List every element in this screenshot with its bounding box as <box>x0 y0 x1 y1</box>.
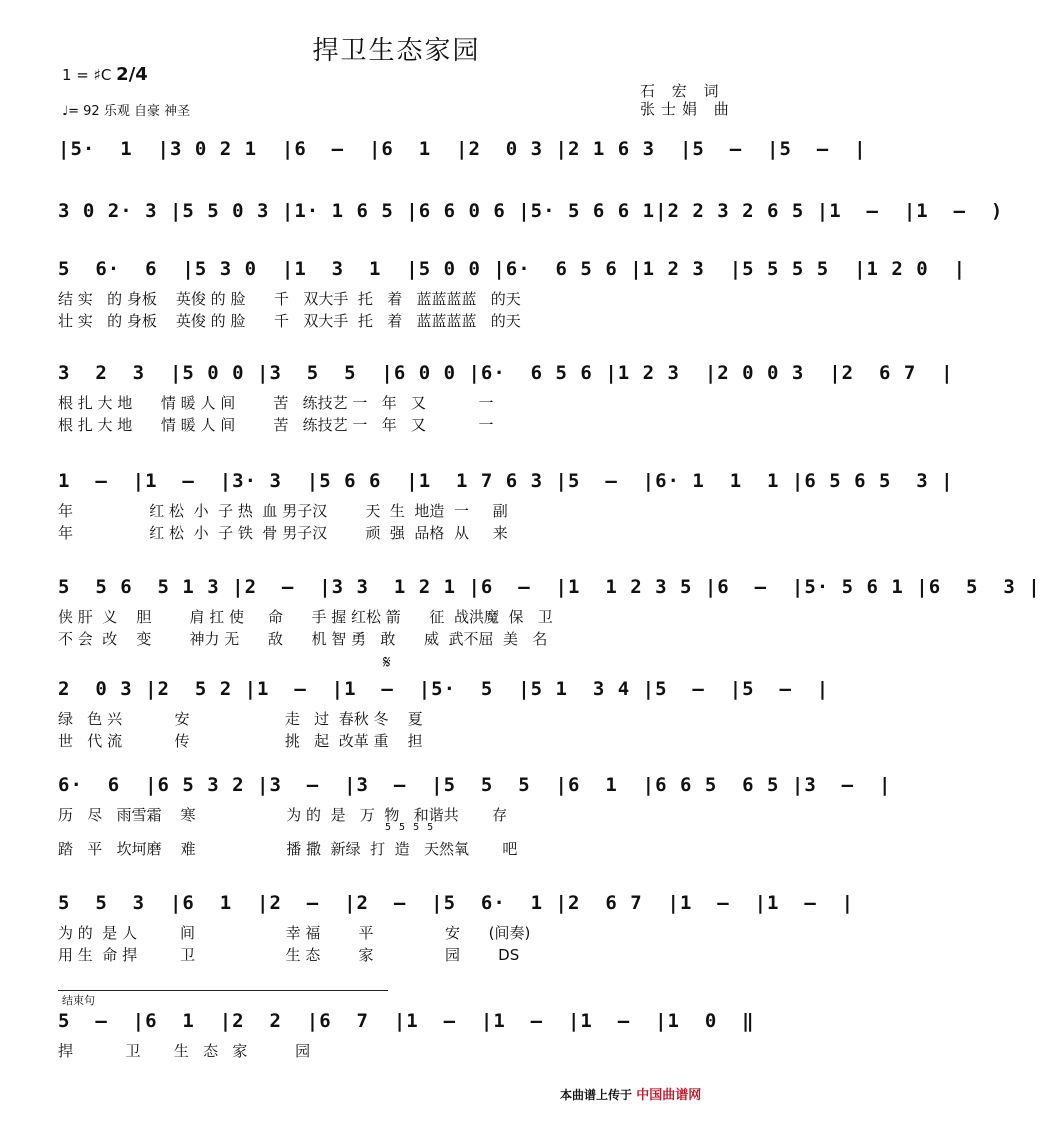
composer-credit: 张士娟 曲 <box>640 100 735 118</box>
site-logo[interactable]: 中国曲谱网 <box>636 1088 702 1103</box>
notation-line: |5· 1 |3 0 2 1 |6 – |6 1 |2 0 3 |2 1 6 3 |5 – |5 – | <box>58 138 867 160</box>
lyric-verse-2: 根 扎 大 地 情 暖 人 间 苦 练技艺 一 年 又 一 <box>58 416 494 434</box>
key-signature <box>62 64 148 85</box>
lyric-verse-2: 年 红 松 小 子 铁 骨 男子汉 顽 强 品格 从 来 <box>58 524 508 542</box>
lyric-verse-2: 用 生 命 捍 卫 生 态 家 园 DS <box>58 946 520 964</box>
time-signature: 2/4 <box>116 64 148 85</box>
inline-notation: 5 5 5 5 <box>385 822 435 833</box>
lyric-verse-1: 为 的 是 人 间 幸 福 平 安 (间奏) <box>58 924 531 942</box>
segno-symbol: 𝄋 <box>383 652 391 673</box>
lyric-verse-2: 踏 平 坎坷磨 难 播 撒 新绿 打 造 天然氧 吧 <box>58 840 518 858</box>
lyric-verse-2: 不 会 改 变 神力 无 敌 机 智 勇 敢 威 武不屈 美 名 <box>58 630 548 648</box>
notation-line: 3 0 2· 3 |5 5 0 3 |1· 1 6 5 |6 6 0 6 |5· 5 6 6 1|2 2 3 2 6 5 |1 – |1 – ) <box>58 200 1004 222</box>
notation-line: 5 5 6 5 1 3 |2 – |3 3 1 2 1 |6 – |1 1 2 3 5 |6 – |5· 5 6 1 |6 5 3 | <box>58 576 1041 598</box>
lyric-verse-1: 历 尽 雨雪霜 寒 为 的 是 万 物 和谐共 存 <box>58 806 508 824</box>
ending-bracket <box>58 990 388 991</box>
notation-line: 6· 6 |6 5 3 2 |3 – |3 – |5 5 5 |6 1 |6 6 5 6 5 |3 – | <box>58 774 892 796</box>
notation-line: 3 2 3 |5 0 0 |3 5 5 |6 0 0 |6· 6 5 6 |1 2 3 |2 0 0 3 |2 6 7 | <box>58 362 954 384</box>
score-row-3 <box>0 258 967 378</box>
lyricist-credit: 石 宏 词 <box>640 82 725 100</box>
ending-label: 结束句 <box>62 994 95 1007</box>
notation-line: 2 0 3 |2 5 2 |1 – |1 – |5· 5 |5 1 3 4 |5 – |5 – | <box>58 678 830 700</box>
score-row-10 <box>0 1010 793 1130</box>
lyric-verse-1: 绿 色 兴 安 走 过 春秋 冬 夏 <box>58 710 423 728</box>
notation-line: 5 5 3 |6 1 |2 – |2 – |5 6· 1 |2 6 7 |1 – |1 – | <box>58 892 855 914</box>
tempo-marking: ♩= 92 乐观 自豪 神圣 <box>62 104 191 119</box>
notation-line: 5 – |6 1 |2 2 |6 7 |1 – |1 – |1 – |1 0 ‖ <box>58 1010 755 1032</box>
lyric-verse-2: 壮 实 的 身板 英俊 的 脸 千 双大手 托 着 蓝蓝蓝蓝 的天 <box>58 312 521 330</box>
lyric-verse-1: 结 实 的 身板 英俊 的 脸 千 双大手 托 着 蓝蓝蓝蓝 的天 <box>58 290 521 308</box>
lyric-verse-1: 年 红 松 小 子 热 血 男子汉 天 生 地造 一 副 <box>58 502 508 520</box>
notation-line: 5 6· 6 |5 3 0 |1 3 1 |5 0 0 |6· 6 5 6 |1 2 3 |5 5 5 5 |1 2 0 | <box>58 258 967 280</box>
lyric-verse-1: 捍 卫 生 态 家 园 <box>58 1042 311 1060</box>
footer-credit[interactable] <box>560 1084 701 1103</box>
lyric-verse-1: 侠 肝 义 胆 肩 扛 使 命 手 握 红松 箭 征 战洪魔 保 卫 <box>58 608 553 626</box>
key-label: 1 = ♯C <box>62 66 112 84</box>
notation-line: 1 – |1 – |3· 3 |5 6 6 |1 1 7 6 3 |5 – |6· 1 1 1 |6 5 6 5 3 | <box>58 470 954 492</box>
song-title: 捍卫生态家园 <box>312 36 481 66</box>
lyric-verse-1: 根 扎 大 地 情 暖 人 间 苦 练技艺 一 年 又 一 <box>58 394 494 412</box>
score-row-9 <box>0 892 855 1012</box>
footer-text: 本曲谱上传于 <box>560 1088 633 1102</box>
score-row-8 <box>0 774 892 894</box>
lyric-verse-2: 世 代 流 传 挑 起 改革 重 担 <box>58 732 423 750</box>
